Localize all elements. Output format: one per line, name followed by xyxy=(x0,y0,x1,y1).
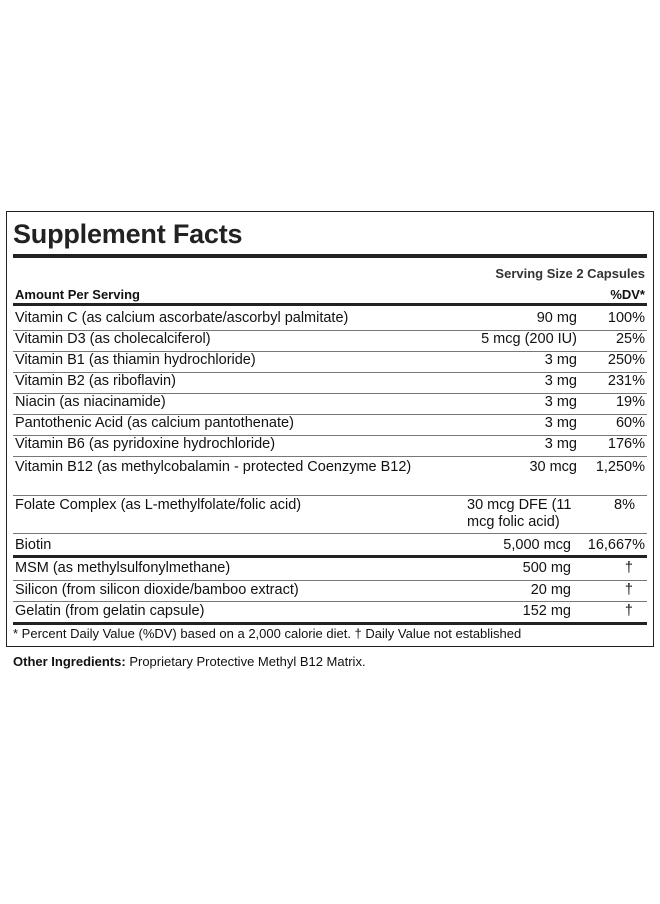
nutrient-amount: 3 mg xyxy=(544,352,577,368)
nutrient-amount: 5 mcg (200 IU) xyxy=(481,331,577,347)
nutrient-name: Vitamin C (as calcium ascorbate/ascorbyl palmitate) xyxy=(15,310,349,326)
nutrient-name: Vitamin B12 (as methylcobalamin - protected Coenzyme B12) xyxy=(15,459,412,475)
nutrient-name: Pantothenic Acid (as calcium pantothenate) xyxy=(15,415,294,431)
nutrient-name: Niacin (as niacinamide) xyxy=(15,394,166,410)
nutrient-name: Biotin xyxy=(15,537,52,553)
amount-per-serving-label: Amount Per Serving xyxy=(15,287,140,302)
nutrient-dv: 250% xyxy=(607,352,645,368)
nutrient-amount: 3 mg xyxy=(544,415,577,431)
nutrient-dv: 60% xyxy=(615,415,645,431)
title-divider xyxy=(13,254,647,258)
nutrient-dv: 16,667% xyxy=(587,537,645,553)
footnote: * Percent Daily Value (%DV) based on a 2,000 calorie diet. † Daily Value not established xyxy=(13,626,522,641)
nutrient-name: Vitamin B1 (as thiamin hydrochloride) xyxy=(15,352,256,368)
dv-header: %DV* xyxy=(610,287,645,302)
nutrient-name: Vitamin B6 (as pyridoxine hydrochloride) xyxy=(15,436,276,452)
nutrient-amount: 5,000 mcg xyxy=(503,537,571,553)
row-divider xyxy=(13,456,647,457)
row-divider xyxy=(13,533,647,534)
nutrient-amount: 152 mg xyxy=(522,603,571,619)
nutrient-dv: 25% xyxy=(615,331,645,347)
header-divider xyxy=(13,303,647,306)
row-divider xyxy=(13,495,647,496)
panel-title: Supplement Facts xyxy=(13,219,243,249)
nutrient-name: Silicon (from silicon dioxide/bamboo extract) xyxy=(15,582,299,598)
nutrient-dv: 231% xyxy=(607,373,645,389)
nutrient-amount: 3 mg xyxy=(544,436,577,452)
row-divider xyxy=(13,580,647,581)
nutrient-dv: 19% xyxy=(615,394,645,410)
nutrient-dv: 176% xyxy=(607,436,645,452)
row-divider xyxy=(13,601,647,602)
nutrient-amount: 500 mg xyxy=(522,560,571,576)
dagger-mark: † xyxy=(624,603,633,619)
footer-divider xyxy=(13,622,647,625)
nutrient-amount: 3 mg xyxy=(544,373,577,389)
nutrient-amount: 20 mg xyxy=(530,582,571,598)
section-divider xyxy=(13,555,647,558)
other-ingredients xyxy=(13,654,366,669)
nutrient-name: Folate Complex (as L-methylfolate/folic acid) xyxy=(15,497,302,513)
nutrient-name: Vitamin D3 (as cholecalciferol) xyxy=(15,331,211,347)
nutrient-name: Vitamin B2 (as riboflavin) xyxy=(15,373,176,389)
serving-size: Serving Size 2 Capsules xyxy=(495,266,645,281)
nutrient-dv: 8% xyxy=(614,497,635,513)
nutrient-dv: 1,250% xyxy=(595,459,645,475)
other-ingredients-label: Other Ingredients: xyxy=(13,654,126,669)
dagger-mark: † xyxy=(624,560,633,576)
supplement-facts-panel xyxy=(6,211,654,647)
nutrient-name: MSM (as methylsulfonylmethane) xyxy=(15,560,231,576)
nutrient-amount: 3 mg xyxy=(544,394,577,410)
nutrient-amount: 30 mcg xyxy=(529,459,577,475)
other-ingredients-text: Proprietary Protective Methyl B12 Matrix. xyxy=(129,654,366,669)
nutrient-name: Gelatin (from gelatin capsule) xyxy=(15,603,205,619)
dagger-mark: † xyxy=(624,582,633,598)
nutrient-amount: 90 mg xyxy=(536,310,577,326)
nutrient-amount: 30 mcg DFE (11 mcg folic acid) xyxy=(467,497,572,530)
nutrient-dv: 100% xyxy=(607,310,645,326)
